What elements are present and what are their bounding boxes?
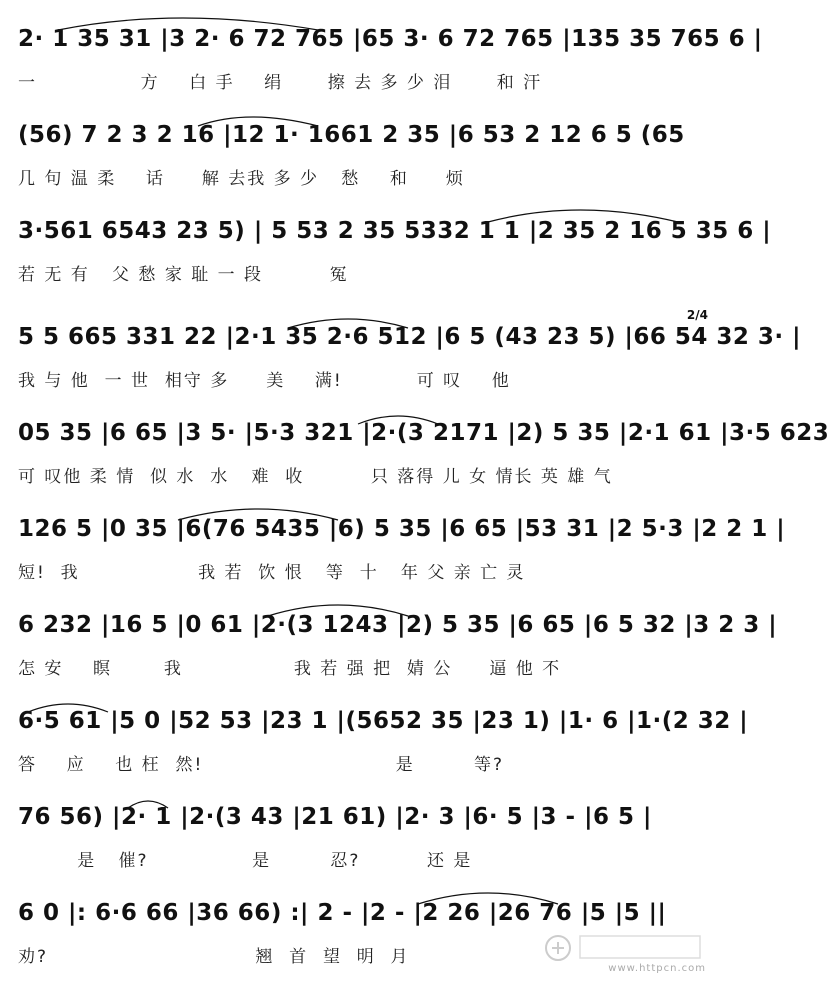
notation-line: 3·561 6543 23 5) | 5 53 2 35 5332 1 1 |2 35 2 16 5 35 6 | <box>18 218 772 244</box>
lyrics-line: 怎 安 瞑 我 我 若 强 把 婧 公 逼 他 不 <box>18 659 562 679</box>
lyrics-line: 答 应 也 枉 然! 是 等? <box>18 755 505 775</box>
notation-line: 5 5 665 331 22 |2·1 35 2·6 512 |6 5 (43 23 5) |66 54 32 3· | <box>18 324 802 350</box>
score-system-8 <box>18 708 749 800</box>
score-system-4 <box>18 324 802 416</box>
lyrics-line: 几 句 温 柔 话 解 去我 多 少 愁 和 烦 <box>18 169 465 189</box>
notation-line: 05 35 |6 65 |3 5· |5·3 321 |2·(3 2171 |2) 5 35 |2·1 61 |3·5 623 <box>18 420 829 446</box>
notation-line: 126 5 |0 35 |6(76 5435 |6) 5 35 |6 65 |53 31 |2 5·3 |2 2 1 | <box>18 516 786 542</box>
time-signature-change: 2/4 <box>686 308 708 322</box>
notation-line: 2· 1 35 31 |3 2· 6 72 765 |65 3· 6 72 765 |135 35 765 6 | <box>18 26 763 52</box>
watermark-site-text: www.httpcn.com <box>608 963 706 974</box>
score-system-6 <box>18 516 786 608</box>
score-system-2 <box>18 122 708 214</box>
notation-line: 6·5 61 |5 0 |52 53 |23 1 |(5652 35 |23 1) |1· 6 |1·(2 32 | <box>18 708 749 734</box>
score-system-9 <box>18 804 708 896</box>
lyrics-line: 劝? 翘 首 望 明 月 <box>18 947 410 967</box>
notation-line: 6 0 |: 6·6 66 |36 66) :| 2 - |2 - |2 26 |26 76 |5 |5 || <box>18 900 667 926</box>
notation-line: (56) 7 2 3 2 16 |12 1· 1661 2 35 |6 53 2 12 6 5 (65 <box>18 122 685 148</box>
lyrics-line: 我 与 他 一 世 相守 多 美 满! 可 叹 他 <box>18 371 511 391</box>
score-system-5 <box>18 420 829 512</box>
lyrics-line: 可 叹他 柔 情 似 水 水 难 收 只 落得 儿 女 情长 英 雄 气 <box>18 467 613 487</box>
score-system-3 <box>18 218 772 310</box>
lyrics-line: 一 方 白 手 绢 擦 去 多 少 泪 和 汗 <box>18 73 543 93</box>
lyrics-line: 是 催? 是 忍? 还 是 <box>18 851 473 871</box>
lyrics-line: 若 无 有 父 愁 家 耻 一 段 冤 <box>18 265 349 285</box>
notation-line: 6 232 |16 5 |0 61 |2·(3 1243 |2) 5 35 |6 65 |6 5 32 |3 2 3 | <box>18 612 778 638</box>
lyrics-line: 短! 我 我 若 饮 恨 等 十 年 父 亲 亡 灵 <box>18 563 526 583</box>
score-system-7 <box>18 612 778 704</box>
score-system-1 <box>18 26 763 118</box>
notation-line: 76 56) |2· 1 |2·(3 43 |21 61) |2· 3 |6· 5 |3 - |6 5 | <box>18 804 652 830</box>
